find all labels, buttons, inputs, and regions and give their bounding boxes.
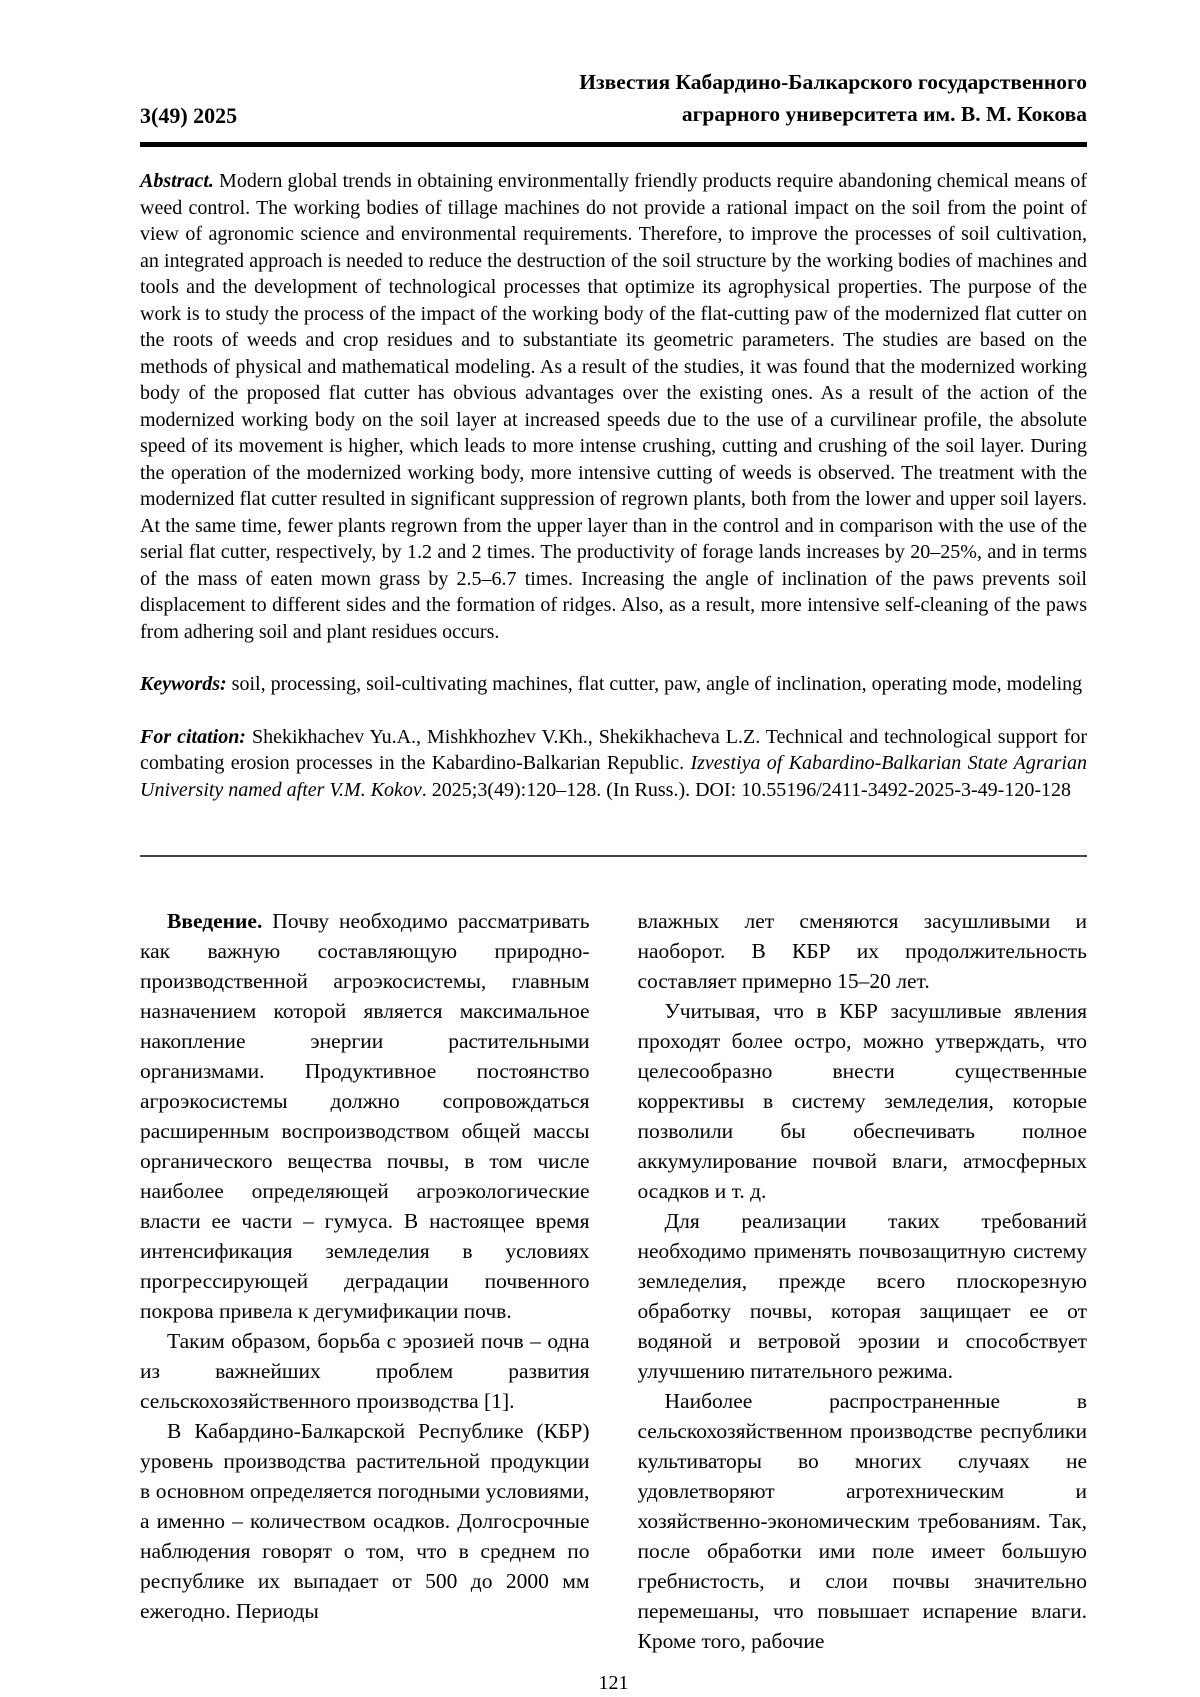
- citation-label: For citation:: [140, 725, 246, 748]
- page-number: 121: [598, 1672, 629, 1694]
- intro-paragraph: [140, 906, 590, 1326]
- keywords-label: Keywords:: [140, 673, 227, 695]
- citation-authors: Shekikhachev Yu.A., Mishkhozhev V.Kh., Shekikhacheva L.Z. Technical and technological support for combating erosion processes in the Kabardino-Balkarian Republic.: [140, 725, 1088, 774]
- body-paragraph: В Кабардино-Балкарской Республике (КБР) уровень производства растительной продукции в основном определяется погодными условиями, а именно – количеством осадков. Долгосрочные наблюдения говорят о том, что в среднем по республике их выпадает от 500 до 2000 мм ежегодно. Периоды: [140, 1419, 590, 1623]
- body-paragraph: Наиболее распространенные в сельскохозяйственном производстве республики культиваторы во многих случаях не удовлетворяют агротехническим и хозяйственно-экономическим требованиям. Так, после обработки ими поле имеет большую гребнистость, и слои почвы значительно перемешаны, что повышает испарение влаги. Кроме того, рабочие: [637, 1389, 1087, 1653]
- journal-title: [579, 66, 1087, 130]
- body-paragraph: Для реализации таких требований необходимо применять почвозащитную систему земледелия, прежде всего плоскорезную обработку почвы, которая защищает ее от водяной и ветровой эрозии и способствует улучшению питательного режима.: [637, 1209, 1087, 1383]
- body-paragraph: Таким образом, борьба с эрозией почв – одна из важнейших проблем развития сельскохозяйственного производства [1].: [140, 1329, 590, 1413]
- body-paragraph-continuation: влажных лет сменяются засушливыми и наоборот. В КБР их продолжительность составляет примерно 15–20 лет.: [637, 909, 1087, 993]
- keywords-text: soil, processing, soil-cultivating machines, flat cutter, paw, angle of inclination, operating mode, modeling: [231, 673, 1083, 695]
- intro-heading: Введение.: [167, 909, 263, 933]
- body-paragraph: Учитывая, что в КБР засушливые явления проходят более остро, можно утверждать, что целесообразно внести существенные коррективы в систему земледелия, которые позволили бы обеспечивать полное аккумулирование почвой влаги, атмосферных осадков и т. д.: [637, 999, 1087, 1203]
- journal-title-line1: Известия Кабардино-Балкарского государственного: [579, 70, 1087, 94]
- body-columns: [140, 906, 1087, 1656]
- abstract-text: Modern global trends in obtaining environmentally friendly products require abandoning chemical means of weed control. The working bodies of tillage machines do not provide a rational impact on the soil from the point of view of agronomic science and environmental requirements. Therefore, to improve the processes of soil cultivation, an integrated approach is needed to reduce the destruction of the soil structure by the working bodies of machines and tools and the development of technological processes that optimize its agrophysical properties. The purpose of the work is to study the process of the impact of the working body of the flat-cutting paw of the modernized flat cutter on the roots of weeds and crop residues and to substantiate its geometric parameters. The studies are based on the methods of physical and mathematical modeling. As a result of the studies, it was found that the modernized working body of the proposed flat cutter has obvious advantages over the existing ones. As a result of the action of the modernized working body on the soil layer at increased speeds due to the use of a curvilinear profile, the absolute speed of its movement is higher, which leads to more intense crushing, cutting and crushing of the soil layer. During the operation of the modernized working body, more intensive cutting of weeds is observed. The treatment with the modernized flat cutter resulted in significant suppression of regrown plants, both from the lower and upper soil layers. At the same time, fewer plants regrown from the upper layer than in the control and in comparison with the use of the serial flat cutter, respectively, by 1.2 and 2 times. The productivity of forage lands increases by 20–25%, and in terms of the mass of eaten mown grass by 2.5–6.7 times. Increasing the angle of inclination of the paws prevents soil displacement to different sides and the formation of ridges. Also, as a result, more intensive self-cleaning of the paws from adhering soil and plant residues occurs.: [140, 170, 1088, 643]
- journal-title-line2: аграрного университета им. В. М. Кокова: [681, 102, 1087, 126]
- citation-tail: . 2025;3(49):120–128. (In Russ.). DOI: 10.55196/2411-3492-2025-3-49-120-128: [421, 778, 1071, 801]
- issue-number: 3(49) 2025: [140, 103, 238, 128]
- abstract-paragraph: [140, 168, 1087, 645]
- citation-journal-name: Izvestiya of Kabardino-Balkarian State Agrarian University named after V.M. Kokov: [140, 752, 1087, 801]
- keywords-paragraph: [140, 671, 1087, 698]
- section-divider-rule: [140, 855, 1087, 857]
- abstract-label: Abstract.: [140, 170, 214, 192]
- citation-paragraph: [140, 724, 1087, 804]
- right-column: [638, 906, 1088, 1656]
- page-header: [140, 66, 1087, 147]
- intro-text: Почву необходимо рассматривать как важную составляющую природно-производственной агроэкосистемы, главным назначением которой является максимальное накопление энергии растительными организмами. Продуктивное постоянство агроэкосистемы должно сопровождаться расширенным воспроизводством общей массы органического вещества почвы, в том числе наиболее определяющей агроэкологические власти ее части – гумуса. В настоящее время интенсификация земледелия в условиях прогрессирующей деградации почвенного покрова привела к дегумификации почв.: [140, 909, 590, 1323]
- left-column: [140, 906, 590, 1656]
- page-footer: [140, 1672, 1087, 1695]
